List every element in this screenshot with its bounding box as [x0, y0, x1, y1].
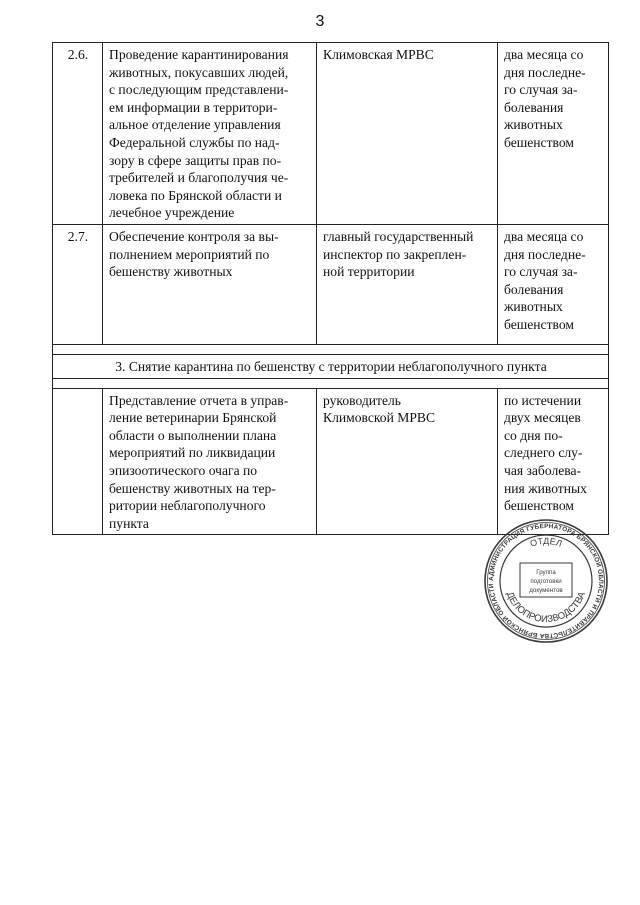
action-cell	[103, 43, 317, 225]
row-number: 2.7.	[67, 228, 89, 244]
responsible-cell	[317, 224, 498, 344]
section-title: 3. Снятие карантина по бешенству с территории неблагополучного пункта	[53, 354, 609, 378]
table-row	[53, 388, 609, 535]
responsible-cell	[317, 43, 498, 225]
page-number: 3	[315, 13, 325, 30]
action-text: Обеспечение контроля за вы- полнением мероприятий по бешенству животных	[109, 228, 279, 280]
stamp-center-line: документов	[529, 587, 563, 594]
deadline-text: по истечении двух месяцев со дня по- следнего слу- чая заболева- ния животных бешенством	[504, 392, 587, 514]
deadline-cell	[498, 224, 609, 344]
action-text: Представление отчета в управ- ление ветеринарии Брянской области о выполнении плана мероприятий по ликвидации эпизоотического очага по бешенству животных на тер- ритории неблагополучного пункта	[109, 392, 289, 531]
responsible-cell	[317, 388, 498, 535]
action-cell	[103, 388, 317, 535]
table-row	[53, 43, 609, 225]
stamp-center-line: Группа	[536, 569, 556, 576]
section-header-row	[53, 354, 609, 378]
row-number-cell	[53, 388, 103, 535]
action-text: Проведение карантинирования животных, покусавших людей, с последующим представлени- ем информации в территори- альное отделение управления Федеральной службы по над- зору в сфере защиты прав по- требителей и благополучия че- ловека по Брянской области и лечебное учреждение	[109, 47, 289, 221]
stamp-seal-icon	[483, 518, 609, 644]
responsible-text: руководитель Климовской МРВС	[323, 392, 436, 426]
stamp-inner-top-text: ОТДЕЛ	[528, 535, 564, 549]
row-number-cell	[53, 224, 103, 344]
stamp-center-line: подготовки	[530, 578, 562, 585]
table-row	[53, 224, 609, 344]
row-number: 2.6.	[67, 47, 89, 62]
responsible-text: Климовская МРВС	[323, 47, 434, 62]
action-cell	[103, 224, 317, 344]
plan-table	[52, 42, 609, 535]
official-stamp	[483, 518, 609, 644]
row-number-cell	[53, 43, 103, 225]
deadline-text: два месяца со дня последне- го случая за- болевания животных бешенством	[504, 47, 586, 150]
deadline-cell	[498, 388, 609, 535]
deadline-text: два месяца со дня последне- го случая за- болевания животных бешенством	[504, 228, 586, 332]
row-gap	[53, 344, 609, 354]
responsible-text: главный государственный инспектор по закреплен- ной территории	[323, 228, 474, 280]
stamp-outer-text: АДМИНИСТРАЦИЯ ГУБЕРНАТОРА БРЯНСКОЙ ОБЛАСТИ И ПРАВИТЕЛЬСТВА БРЯНСКОЙ ОБЛАСТИ	[487, 522, 605, 640]
row-gap	[53, 378, 609, 388]
deadline-cell	[498, 43, 609, 225]
stamp-inner-bottom-text: ДЕЛОПРОИЗВОДСТВА	[503, 590, 589, 626]
